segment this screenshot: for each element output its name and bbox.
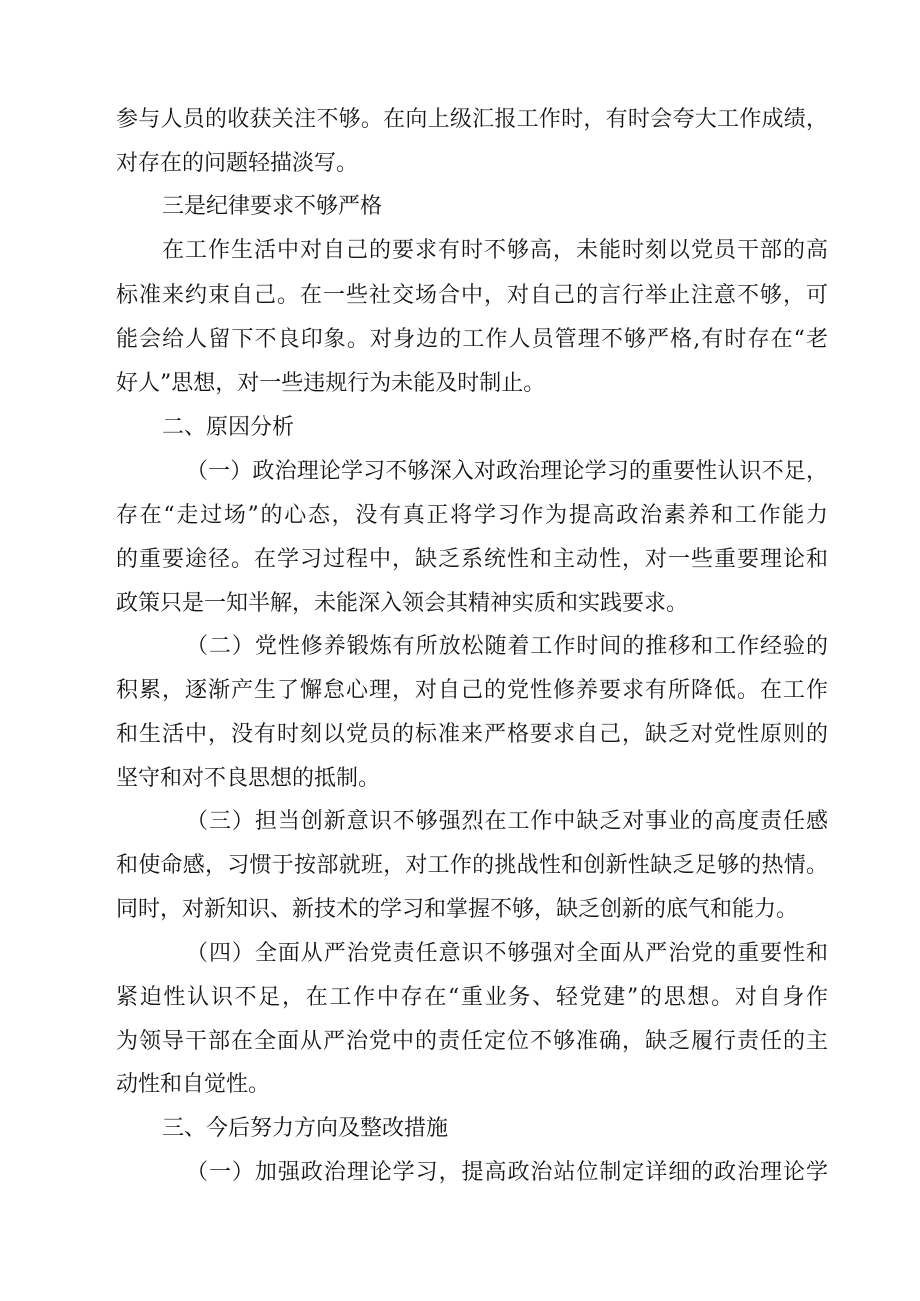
paragraph-line: 和使命感，习惯于按部就班，对工作的挑战性和创新性缺乏足够的热情。 xyxy=(116,853,828,878)
paragraph-line: 动性和自觉性。 xyxy=(116,1072,271,1097)
section-heading-3: 三、今后努力方向及整改措施 xyxy=(162,1116,449,1141)
paragraph-line: 和生活中，没有时刻以党员的标准来严格要求自己，缺乏对党性原则的 xyxy=(116,722,828,747)
paragraph-line: 好人”思想，对一些违规行为未能及时制止。 xyxy=(116,371,546,396)
paragraph-line: 存在“走过场”的心态，没有真正将学习作为提高政治素养和工作能力 xyxy=(116,503,828,528)
paragraph-line: 同时，对新知识、新技术的学习和掌握不够，缺乏创新的底气和能力。 xyxy=(116,897,799,922)
paragraph-line: 为领导干部在全面从严治党中的责任定位不够准确，缺乏履行责任的主 xyxy=(116,1029,828,1054)
section-heading-2: 二、原因分析 xyxy=(162,415,295,440)
paragraph-line: 参与人员的收获关注不够。在向上级汇报工作时，有时会夸大工作成绩， xyxy=(116,107,828,132)
paragraph-line: 对存在的问题轻描淡写。 xyxy=(116,151,359,176)
paragraph-line: 能会给人留下不良印象。对身边的工作人员管理不够严格,有时存在“老 xyxy=(116,327,828,352)
paragraph-line: （一）加强政治理论学习，提高政治站位制定详细的政治理论学 xyxy=(186,1160,828,1185)
paragraph-line: 坚守和对不良思想的抵制。 xyxy=(116,766,381,791)
paragraph-line: 标准来约束自己。在一些社交场合中，对自己的言行举止注意不够，可 xyxy=(116,283,828,308)
paragraph-line: 政策只是一知半解，未能深入领会其精神实质和实践要求。 xyxy=(116,591,689,616)
paragraph-line: 积累，逐渐产生了懈怠心理，对自己的党性修养要求有所降低。在工作 xyxy=(116,678,828,703)
paragraph-line: 的重要途径。在学习过程中，缺乏系统性和主动性，对一些重要理论和 xyxy=(116,547,828,572)
paragraph-line: （三）担当创新意识不够强烈在工作中缺乏对事业的高度责任感 xyxy=(186,809,828,834)
paragraph-line: 在工作生活中对自己的要求有时不够高，未能时刻以党员干部的高 xyxy=(162,238,828,263)
paragraph-line: （二）党性修养锻炼有所放松随着工作时间的推移和工作经验的 xyxy=(186,634,828,659)
paragraph-line: （一）政治理论学习不够深入对政治理论学习的重要性认识不足， xyxy=(186,459,828,484)
paragraph-line: 紧迫性认识不足，在工作中存在“重业务、轻党建”的思想。对自身作 xyxy=(116,985,828,1010)
paragraph-line: （四）全面从严治党责任意识不够强对全面从严治党的重要性和 xyxy=(186,941,828,966)
subheading-line: 三是纪律要求不够严格 xyxy=(162,194,383,219)
